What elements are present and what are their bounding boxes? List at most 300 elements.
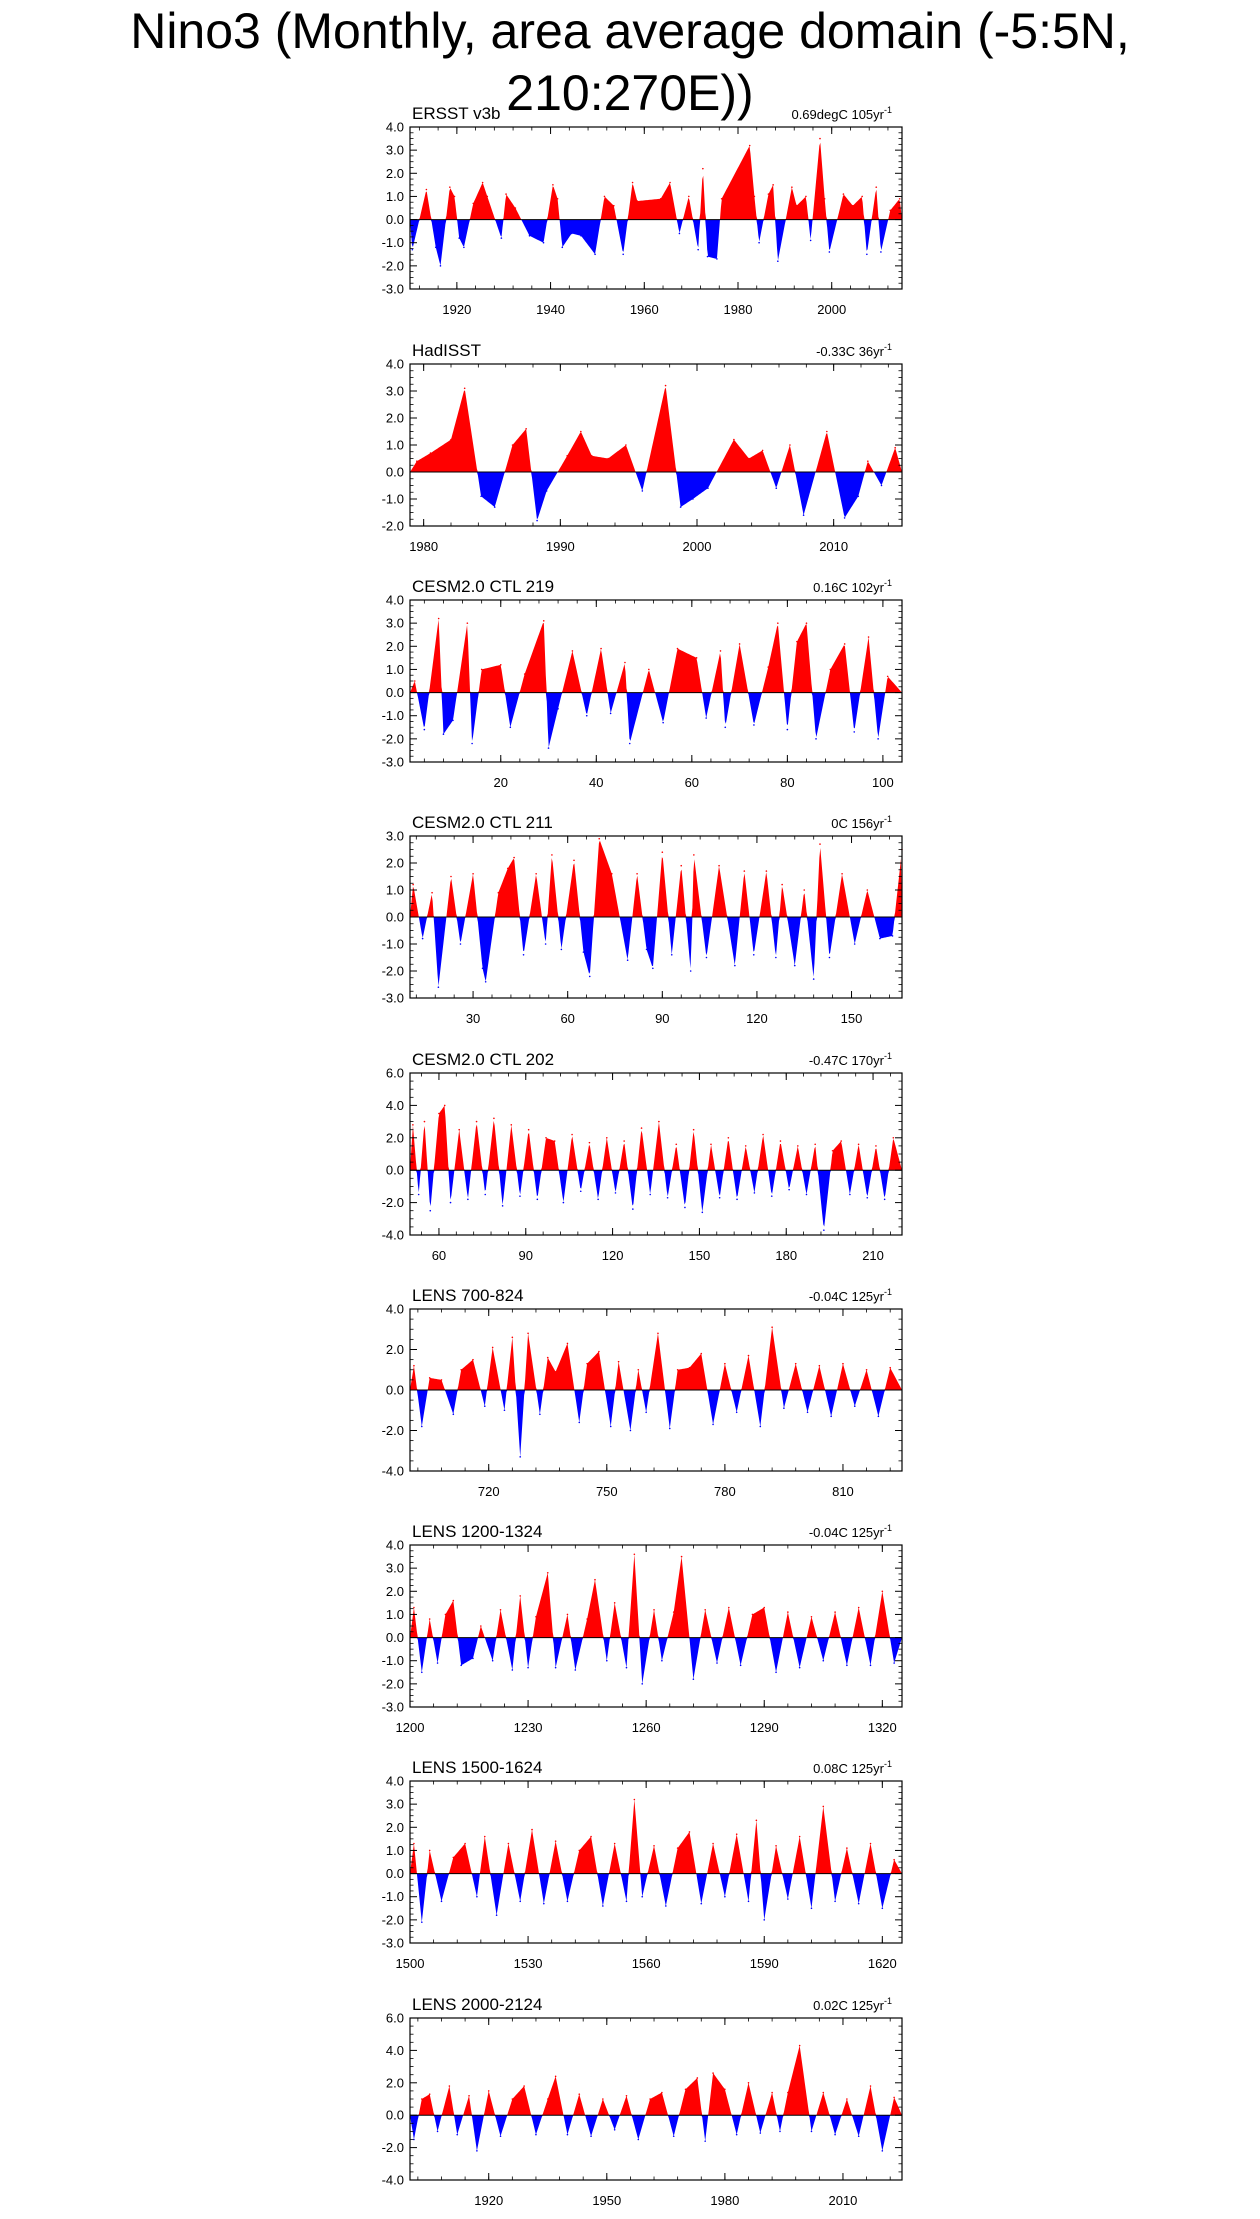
data-point (421, 2098, 423, 2100)
data-point (696, 657, 698, 659)
x-tick-label: 1960 (629, 302, 659, 317)
data-point (543, 242, 545, 244)
data-point (437, 1662, 439, 1664)
data-point (438, 986, 440, 988)
x-tick-label: 1500 (395, 1956, 425, 1971)
data-point (590, 2135, 592, 2137)
data-point (606, 1660, 608, 1662)
data-point (453, 1857, 455, 1859)
data-point (545, 1137, 547, 1139)
data-point (494, 506, 496, 508)
data-point (547, 1357, 549, 1359)
data-point (460, 1369, 462, 1371)
data-point (645, 1411, 647, 1413)
data-point (502, 1205, 504, 1207)
data-point (412, 884, 414, 886)
data-point (704, 1609, 706, 1611)
data-point (555, 1840, 557, 1842)
data-point (618, 1361, 620, 1363)
data-point (840, 1140, 842, 1142)
data-point (806, 622, 808, 624)
data-point (794, 965, 796, 967)
data-point (660, 198, 662, 200)
data-point (507, 868, 509, 870)
data-point (787, 2092, 789, 2094)
data-point (630, 1430, 632, 1432)
data-point (578, 1422, 580, 1424)
data-point (636, 873, 638, 875)
x-tick-label: 1980 (409, 539, 439, 554)
data-point (789, 444, 791, 446)
data-point (712, 1843, 714, 1845)
data-point (637, 2139, 639, 2141)
data-point (754, 196, 756, 198)
y-tick-label: 1.0 (385, 188, 404, 204)
data-point (484, 1836, 486, 1838)
data-point (484, 1405, 486, 1407)
data-point (441, 1379, 443, 1381)
data-point (814, 1143, 816, 1145)
data-point (500, 2135, 502, 2137)
data-point (753, 724, 755, 726)
data-point (787, 729, 789, 731)
y-tick-label: 0.0 (385, 685, 404, 701)
y-tick-label: -3.0 (381, 754, 404, 770)
data-point (531, 1829, 533, 1831)
data-point (567, 1343, 569, 1345)
data-point (767, 666, 769, 668)
x-tick-label: 150 (688, 1248, 711, 1263)
data-point (604, 196, 606, 198)
data-point (875, 186, 877, 188)
data-point (615, 1192, 617, 1194)
data-point (889, 1367, 891, 1369)
data-point (684, 1207, 686, 1209)
x-tick-label: 1200 (395, 1720, 425, 1735)
data-point (830, 669, 832, 671)
y-tick-label: -2.0 (381, 1676, 404, 1692)
data-point (589, 1142, 591, 1144)
data-point (724, 1896, 726, 1898)
data-point (880, 251, 882, 253)
data-point (481, 669, 483, 671)
data-point (450, 439, 452, 441)
data-point (832, 1150, 834, 1152)
data-point (766, 870, 768, 872)
data-point (611, 873, 613, 875)
data-point (728, 1137, 730, 1139)
data-point (712, 2072, 714, 2074)
y-tick-label: -1.0 (381, 1889, 404, 1905)
data-point (555, 2076, 557, 2078)
data-point (441, 1901, 443, 1903)
data-point (413, 1365, 415, 1367)
data-point (861, 196, 863, 198)
data-point (777, 260, 779, 262)
data-point (580, 235, 582, 237)
y-tick-label: 0.0 (385, 2107, 404, 2123)
data-point (458, 1129, 460, 1131)
data-point (822, 1806, 824, 1808)
chart-panel-3 (382, 577, 902, 790)
y-tick-label: 4.0 (385, 1301, 404, 1317)
y-tick-label: 0.0 (385, 1382, 404, 1398)
data-point (598, 1351, 600, 1353)
data-point (720, 650, 722, 652)
data-point (718, 865, 720, 867)
data-point (637, 1369, 639, 1371)
data-point (749, 145, 751, 147)
data-point (707, 487, 709, 489)
data-point (512, 1669, 514, 1671)
data-point (899, 198, 901, 200)
data-point (614, 1843, 616, 1845)
data-point (846, 2098, 848, 2100)
data-point (702, 168, 704, 170)
y-tick-label: 4.0 (385, 592, 404, 608)
y-tick-label: 0.0 (385, 1866, 404, 1882)
data-point (430, 452, 432, 454)
x-tick-label: 30 (465, 1011, 481, 1026)
negative-anomaly-area (410, 1638, 902, 1684)
data-point (788, 1189, 790, 1191)
data-point (480, 1625, 482, 1627)
data-point (543, 1903, 545, 1905)
negative-anomaly-area (410, 220, 902, 266)
data-point (763, 1607, 765, 1609)
x-tick-label: 150 (840, 1011, 863, 1026)
data-point (485, 981, 487, 983)
data-point (760, 1426, 762, 1428)
data-point (690, 970, 692, 972)
data-point (528, 1129, 530, 1131)
chart-panel-6 (382, 1286, 902, 1499)
data-point (745, 1145, 747, 1147)
y-tick-label: 3.0 (385, 828, 404, 844)
data-point (669, 182, 671, 184)
data-point (826, 431, 828, 433)
data-point (649, 2098, 651, 2100)
data-point (787, 1611, 789, 1613)
data-point (586, 1618, 588, 1620)
x-tick-label: 750 (595, 1484, 618, 1499)
data-point (641, 1896, 643, 1898)
data-point (799, 2045, 801, 2047)
data-point (421, 1921, 423, 1923)
data-point (454, 196, 456, 198)
data-point (658, 1121, 660, 1123)
data-point (867, 889, 869, 891)
data-point (724, 1363, 726, 1365)
data-point (554, 1140, 556, 1142)
data-point (552, 184, 554, 186)
data-point (508, 1843, 510, 1845)
y-tick-label: 6.0 (385, 2010, 404, 2026)
data-point (498, 892, 500, 894)
data-point (456, 2134, 458, 2136)
y-tick-label: -2.0 (381, 1423, 404, 1438)
data-point (768, 193, 770, 195)
data-point (758, 242, 760, 244)
y-tick-label: 1.0 (385, 437, 404, 453)
data-point (580, 431, 582, 433)
data-point (822, 1660, 824, 1662)
y-tick-label: 4.0 (385, 1773, 404, 1789)
data-point (724, 2088, 726, 2090)
data-point (467, 622, 469, 624)
data-point (870, 1843, 872, 1845)
y-tick-label: -1.0 (381, 936, 404, 952)
data-point (467, 1199, 469, 1201)
data-point (413, 1607, 415, 1609)
y-tick-label: -2.0 (381, 258, 404, 274)
y-tick-label: -3.0 (381, 1699, 404, 1715)
panel-trend: 0.08C $125yr^{-1}$ (813, 1759, 892, 1776)
data-point (712, 1424, 714, 1426)
data-point (852, 205, 854, 207)
panel-trend: -0.47C $170yr^{-1}$ (808, 1051, 892, 1068)
data-point (598, 838, 600, 840)
data-point (799, 1667, 801, 1669)
data-point (561, 247, 563, 249)
data-point (519, 1901, 521, 1903)
data-point (421, 1671, 423, 1673)
data-point (844, 517, 846, 519)
negative-anomaly-area (410, 693, 902, 748)
y-tick-label: -3.0 (381, 281, 404, 297)
data-point (450, 876, 452, 878)
data-point (523, 2085, 525, 2087)
data-point (753, 954, 755, 956)
data-point (841, 873, 843, 875)
data-point (429, 1618, 431, 1620)
y-tick-label: 2.0 (385, 1342, 404, 1357)
data-point (589, 976, 591, 978)
data-point (834, 2134, 836, 2136)
data-point (822, 2092, 824, 2094)
x-tick-label: 2010 (828, 2193, 858, 2208)
data-point (476, 1896, 478, 1898)
data-point (545, 943, 547, 945)
data-point (775, 487, 777, 489)
positive-anomaly-area (410, 841, 902, 917)
data-point (724, 726, 726, 728)
data-point (688, 196, 690, 198)
panel-title: LENS 1500-1624 (412, 1758, 543, 1777)
y-tick-label: 3.0 (385, 1560, 404, 1576)
data-point (736, 1411, 738, 1413)
data-point (780, 1140, 782, 1142)
x-tick-label: 100 (872, 775, 894, 790)
data-point (512, 2098, 514, 2100)
x-tick-label: 210 (862, 1248, 884, 1263)
data-point (716, 1662, 718, 1664)
data-point (806, 1194, 808, 1196)
data-point (857, 496, 859, 498)
data-point (626, 1901, 628, 1903)
data-point (736, 1199, 738, 1201)
y-tick-label: 4.0 (385, 2042, 404, 2058)
y-tick-label: 1.0 (385, 661, 404, 677)
data-point (797, 1145, 799, 1147)
x-tick-label: 60 (560, 1011, 575, 1026)
data-point (452, 720, 454, 722)
negative-anomaly-area (410, 1170, 902, 1226)
data-point (671, 954, 673, 956)
x-tick-label: 2000 (817, 302, 847, 317)
x-tick-label: 1940 (536, 302, 566, 317)
data-point (783, 1407, 785, 1409)
data-point (594, 1579, 596, 1581)
data-point (842, 1363, 844, 1365)
data-point (580, 1190, 582, 1192)
data-point (830, 1416, 832, 1418)
data-point (536, 520, 538, 522)
data-point (583, 951, 585, 953)
y-tick-label: 0.0 (385, 212, 404, 228)
data-point (496, 1914, 498, 1916)
data-point (740, 1665, 742, 1667)
data-point (626, 1667, 628, 1669)
data-point (444, 1105, 446, 1107)
data-point (471, 743, 473, 745)
data-point (716, 258, 718, 260)
y-tick-label: 0.0 (385, 909, 404, 925)
panel-trend: -0.04C $125yr^{-1}$ (808, 1523, 892, 1540)
chart-panel-5 (382, 1050, 902, 1263)
data-point (513, 857, 515, 859)
data-point (566, 455, 568, 457)
x-tick-label: 1980 (723, 302, 753, 317)
data-point (853, 731, 855, 733)
data-point (662, 722, 664, 724)
data-point (719, 1197, 721, 1199)
data-point (679, 233, 681, 235)
data-point (610, 1426, 612, 1428)
positive-anomaly-area (410, 1800, 902, 1874)
data-point (681, 1556, 683, 1558)
chart-panel-9 (382, 1995, 902, 2208)
data-point (882, 1907, 884, 1909)
data-point (834, 1611, 836, 1613)
x-tick-label: 60 (684, 775, 700, 790)
data-point (884, 1199, 886, 1201)
data-point (649, 1194, 651, 1196)
data-point (557, 708, 559, 710)
data-point (623, 1140, 625, 1142)
data-point (893, 1137, 895, 1139)
data-point (472, 1359, 474, 1361)
data-point (752, 1614, 754, 1616)
panel-title: HadISST (412, 341, 481, 360)
panel-title: CESM2.0 CTL 219 (412, 577, 555, 596)
data-point (476, 2150, 478, 2152)
negative-anomaly-area (410, 2115, 902, 2151)
positive-anomaly-area (410, 143, 902, 220)
x-tick-label: 1980 (710, 2193, 740, 2208)
x-tick-label: 1230 (513, 1720, 543, 1735)
data-point (803, 889, 805, 891)
y-tick-label: -4.0 (381, 1227, 404, 1243)
y-tick-label: -1.0 (381, 491, 404, 507)
x-tick-label: 1920 (442, 302, 472, 317)
data-point (846, 1847, 848, 1849)
data-point (748, 1901, 750, 1903)
data-point (756, 1820, 758, 1822)
data-point (721, 198, 723, 200)
data-point (606, 1137, 608, 1139)
data-point (775, 1845, 777, 1847)
data-point (512, 444, 514, 446)
positive-anomaly-area (410, 2046, 902, 2116)
data-point (535, 2134, 537, 2136)
data-point (634, 1553, 636, 1555)
data-point (597, 1199, 599, 1201)
data-point (435, 247, 437, 249)
data-point (602, 2098, 604, 2100)
data-point (572, 650, 574, 652)
data-point (480, 496, 482, 498)
data-point (510, 726, 512, 728)
data-point (412, 1124, 414, 1126)
data-point (519, 1195, 521, 1197)
data-point (693, 1129, 695, 1131)
data-point (636, 200, 638, 202)
data-point (652, 968, 654, 970)
y-tick-label: -4.0 (381, 1463, 404, 1479)
panel-trend: 0C $156yr^{-1}$ (831, 814, 892, 831)
data-point (697, 2077, 699, 2079)
y-tick-label: -2.0 (381, 518, 404, 534)
negative-anomaly-area (410, 1874, 902, 1923)
y-tick-label: 2.0 (385, 855, 404, 871)
y-tick-label: 4.0 (385, 1097, 404, 1113)
panel-title: CESM2.0 CTL 202 (412, 1050, 555, 1069)
data-point (677, 648, 679, 650)
data-point (796, 205, 798, 207)
data-point (657, 1333, 659, 1335)
data-point (463, 247, 465, 249)
data-point (431, 892, 433, 894)
x-tick-label: 1290 (749, 1720, 779, 1735)
x-tick-label: 720 (477, 1484, 500, 1499)
data-point (775, 957, 777, 959)
data-point (689, 1831, 691, 1833)
data-point (548, 747, 550, 749)
data-point (464, 388, 466, 390)
y-tick-label: -3.0 (381, 1935, 404, 1951)
data-point (705, 717, 707, 719)
data-point (632, 182, 634, 184)
data-point (641, 1683, 643, 1685)
negative-anomaly-area (410, 1390, 902, 1457)
data-point (567, 1614, 569, 1616)
y-tick-label: 2.0 (385, 410, 404, 426)
data-point (567, 2134, 569, 2136)
data-point (600, 648, 602, 650)
y-tick-label: 0.0 (385, 1630, 404, 1646)
y-tick-label: -2.0 (381, 1195, 404, 1211)
negative-anomaly-area (410, 917, 902, 986)
data-point (771, 1195, 773, 1197)
y-tick-label: 2.0 (385, 2075, 404, 2091)
data-point (476, 1121, 478, 1123)
positive-anomaly-area (410, 1327, 902, 1390)
x-tick-label: 80 (780, 775, 795, 790)
data-point (844, 643, 846, 645)
x-tick-label: 120 (601, 1248, 624, 1263)
x-tick-label: 1620 (867, 1956, 897, 1971)
